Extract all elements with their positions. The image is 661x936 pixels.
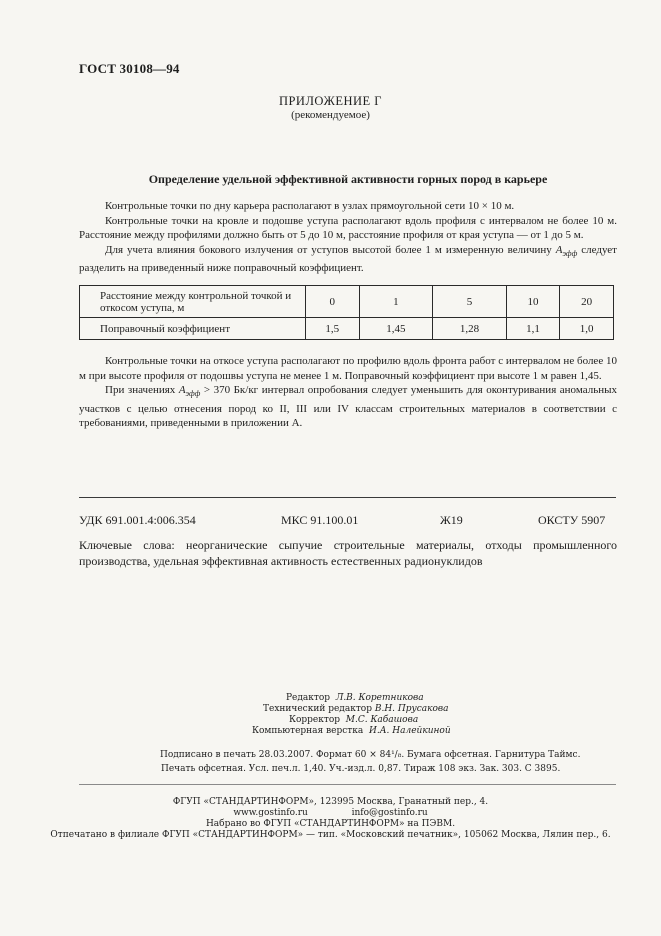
table-cell: 5 bbox=[433, 286, 507, 318]
okstu-code: ОКСТУ 5907 bbox=[538, 513, 606, 527]
standard-code: ГОСТ 30108—94 bbox=[79, 61, 180, 76]
paragraph-bottom-points: Контрольные точки по дну карьера располагают в узлах прямоугольной сети 10 × 10 м. bbox=[105, 200, 515, 212]
group-code: Ж19 bbox=[440, 513, 463, 527]
mks-code: МКС 91.100.01 bbox=[281, 513, 359, 527]
paragraph-anomaly-interval: При значениях $A_{эфф} > 370$ Бк/кг интервал опробования следует уменьшить для оконтуривания аномальных участков с целью отнесения пород ко II, III или IV классам строительных материалов в соответствии с требованиями, приведенными в приложении А. bbox=[79, 384, 617, 430]
paragraph-slope-points: Контрольные точки на откосе уступа располагают по профилю вдоль фронта работ с интервалом не более 10 м при высоте профиля от подошвы уступа не менее 1 м. Поправочный коэффициент при высоте 1 м равен 1,45. bbox=[79, 355, 617, 382]
paragraph-ledge-points: Контрольные точки на кровле и подошве уступа располагают вдоль профиля с интервалом не более 10 м. Расстояние между профилями должно быть от 5 до 10 м, расстояние профиля от края уступа — от 1 до 5 м. bbox=[79, 214, 617, 241]
indicator-a-eff: $A_{эфф}$ bbox=[555, 243, 578, 258]
appendix-heading bbox=[0, 94, 661, 121]
udc-code: УДК 691.001.4:006.354 bbox=[79, 513, 196, 527]
print-info-line1: Подписано в печать 28.03.2007. Формат 60 × 84¹/₈. Бумага офсетная. Гарнитура Таймс. bbox=[160, 750, 581, 760]
publisher-info bbox=[0, 797, 661, 841]
publisher-contacts bbox=[0, 808, 661, 819]
table-cell: 1,5 bbox=[306, 318, 360, 340]
paragraph-side-radiation: Для учета влияния бокового излучения от уступов высотой более 1 м измеренную величину $A_{эфф}$ следует разделить на приведенный ниже поправочный коэффициент. bbox=[79, 243, 617, 275]
table-cell: 20 bbox=[560, 286, 614, 318]
indicator-a-eff: $A_{эфф}$ bbox=[178, 384, 201, 399]
section-title: Определение удельной эффективной активности горных пород в карьере bbox=[148, 172, 548, 186]
publisher-site: www.gostinfo.ru bbox=[233, 808, 308, 818]
table-row-label: Расстояние между контрольной точкой и откосом уступа, м bbox=[80, 286, 306, 318]
credit-tech-editor: Технический редактор В.Н. Прусакова bbox=[263, 704, 449, 714]
credit-editor: Редактор Л.В. Коретникова bbox=[286, 693, 424, 703]
table-cell: 1,1 bbox=[506, 318, 560, 340]
body-text-upper bbox=[79, 199, 617, 276]
table-cell: 1,28 bbox=[433, 318, 507, 340]
publisher-printed: Отпечатано в филиале ФГУП «СТАНДАРТИНФОРМ» — тип. «Московский печатник», 105062 Москва, Лялин пер., 6. bbox=[50, 830, 611, 840]
publisher-typeset: Набрано во ФГУП «СТАНДАРТИНФОРМ» на ПЭВМ. bbox=[205, 819, 456, 829]
print-info-line2: Печать офсетная. Усл. печ.л. 1,40. Уч.-изд.л. 0,87. Тираж 108 экз. Зак. 303. С 3895. bbox=[161, 764, 561, 774]
table-row-label: Поправочный коэффициент bbox=[80, 318, 306, 340]
appendix-status: (рекомендуемое) bbox=[291, 109, 370, 121]
correction-coefficient-table bbox=[79, 285, 614, 340]
credit-corrector: Корректор М.С. Кабашова bbox=[289, 715, 419, 725]
publisher-address: ФГУП «СТАНДАРТИНФОРМ», 123995 Москва, Гранатный пер., 4. bbox=[172, 797, 489, 807]
table-cell: 1,45 bbox=[359, 318, 433, 340]
classification-divider bbox=[79, 497, 616, 498]
credit-layout: Компьютерная верстка И.А. Налейкиной bbox=[252, 726, 451, 736]
body-text-lower bbox=[79, 354, 617, 431]
table-cell: 0 bbox=[306, 286, 360, 318]
table-row-coefficient bbox=[80, 318, 614, 340]
appendix-title: ПРИЛОЖЕНИЕ Г bbox=[278, 94, 383, 108]
footer-divider bbox=[79, 784, 616, 785]
publisher-email: info@gostinfo.ru bbox=[351, 808, 428, 818]
table-cell: 1,0 bbox=[560, 318, 614, 340]
table-row-distance bbox=[80, 286, 614, 318]
table-cell: 1 bbox=[359, 286, 433, 318]
keywords: Ключевые слова: неорганические сыпучие строительные материалы, отходы промышленного производства, удельная эффективная активность естественных радионуклидов bbox=[79, 538, 617, 568]
table-cell: 10 bbox=[506, 286, 560, 318]
